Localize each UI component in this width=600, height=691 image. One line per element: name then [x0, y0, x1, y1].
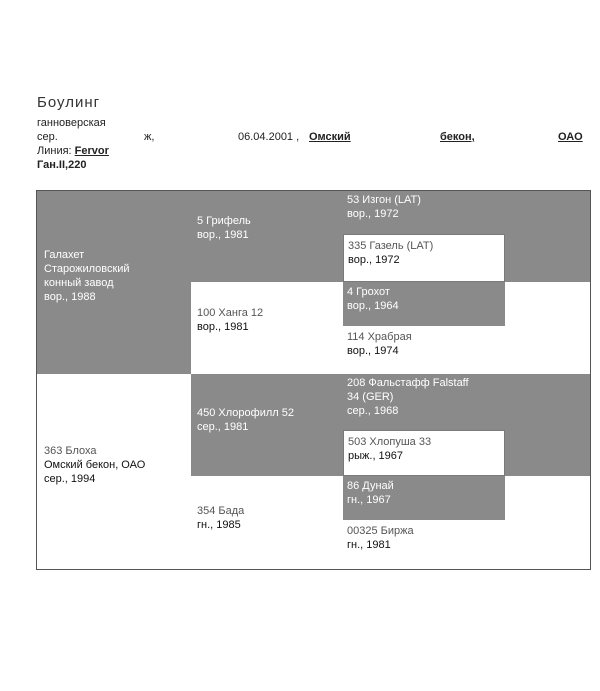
sss-name: 53 Изгон (LAT)	[347, 194, 421, 206]
owner-part-1: Омский	[309, 131, 351, 143]
ds-name: 450 Хлорофилл 52	[197, 407, 294, 419]
dss-info: сер., 1968	[347, 405, 399, 417]
ss-cell	[191, 190, 343, 282]
dds-cell	[343, 476, 505, 520]
sdd-cell	[343, 326, 505, 374]
sire-breeder-2: конный завод	[44, 277, 114, 289]
ssd-name: 335 Газель (LAT)	[348, 240, 434, 252]
dam-cell	[36, 374, 191, 570]
sss-cell	[343, 190, 591, 234]
sd-name: 100 Ханга 12	[197, 307, 264, 319]
sds-filler	[505, 282, 591, 326]
studbook-text: Ган.II,220	[37, 159, 87, 171]
owner-part-3: ОАО	[558, 131, 583, 143]
ss-info: вор., 1981	[197, 229, 249, 241]
line-label	[37, 145, 109, 157]
dd-name: 354 Бада	[197, 505, 245, 517]
sds-name: 4 Грохот	[347, 286, 390, 298]
ss-name: 5 Грифель	[197, 215, 251, 227]
ddd-name: 00325 Биржа	[347, 525, 414, 537]
color-text: сер.	[37, 131, 58, 143]
owner-part-2: бекон,	[440, 131, 475, 143]
dds-filler	[505, 476, 591, 520]
ds-info: сер., 1981	[197, 421, 249, 433]
sex-text: ж,	[144, 131, 155, 143]
ddd-cell	[343, 520, 591, 570]
sire-breeder-1: Старожиловский	[44, 263, 130, 275]
breed-text: ганноверская	[37, 117, 106, 129]
sire-cell	[36, 190, 191, 374]
dam-info: сер., 1994	[44, 473, 96, 485]
dss-cell	[343, 374, 591, 430]
sire-info: вор., 1988	[44, 291, 96, 303]
sds-cell	[343, 282, 505, 326]
pedigree-table	[36, 190, 591, 570]
dd-cell	[191, 476, 343, 570]
sds-info: вор., 1964	[347, 300, 399, 312]
dsd-name: 503 Хлопуша 33	[348, 436, 432, 448]
sss-info: вор., 1972	[347, 208, 399, 220]
dsd-cell	[343, 430, 505, 476]
dss-name: 208 Фальстафф Falstaff	[347, 377, 469, 389]
ddd-info: гн., 1981	[347, 539, 391, 551]
sdd-name: 114 Храбрая	[347, 331, 412, 343]
line-value: Fervor	[74, 145, 109, 157]
ssd-cell	[343, 234, 505, 282]
dam-owner: Омский бекон, ОАО	[44, 459, 146, 471]
dam-name: 363 Блоха	[44, 445, 97, 457]
dds-info: гн., 1967	[347, 494, 391, 506]
dsd-filler	[505, 430, 591, 476]
dd-info: гн., 1985	[197, 519, 241, 531]
dss-name-2: 34 (GER)	[347, 391, 394, 403]
sd-info: вор., 1981	[197, 321, 249, 333]
sdd-info: вор., 1974	[347, 345, 399, 357]
sire-name: Галахет	[44, 249, 85, 261]
horse-name-title: Боулинг	[37, 94, 101, 111]
sd-cell	[191, 282, 343, 374]
ssd-filler	[505, 234, 591, 282]
ssd-info: вор., 1972	[348, 254, 400, 266]
line-label-text: Линия:	[37, 145, 72, 157]
birth-date-text: 06.04.2001 ,	[238, 131, 300, 143]
dsd-info: рыж., 1967	[348, 450, 404, 462]
ds-cell	[191, 374, 343, 476]
dds-name: 86 Дунай	[347, 480, 394, 492]
